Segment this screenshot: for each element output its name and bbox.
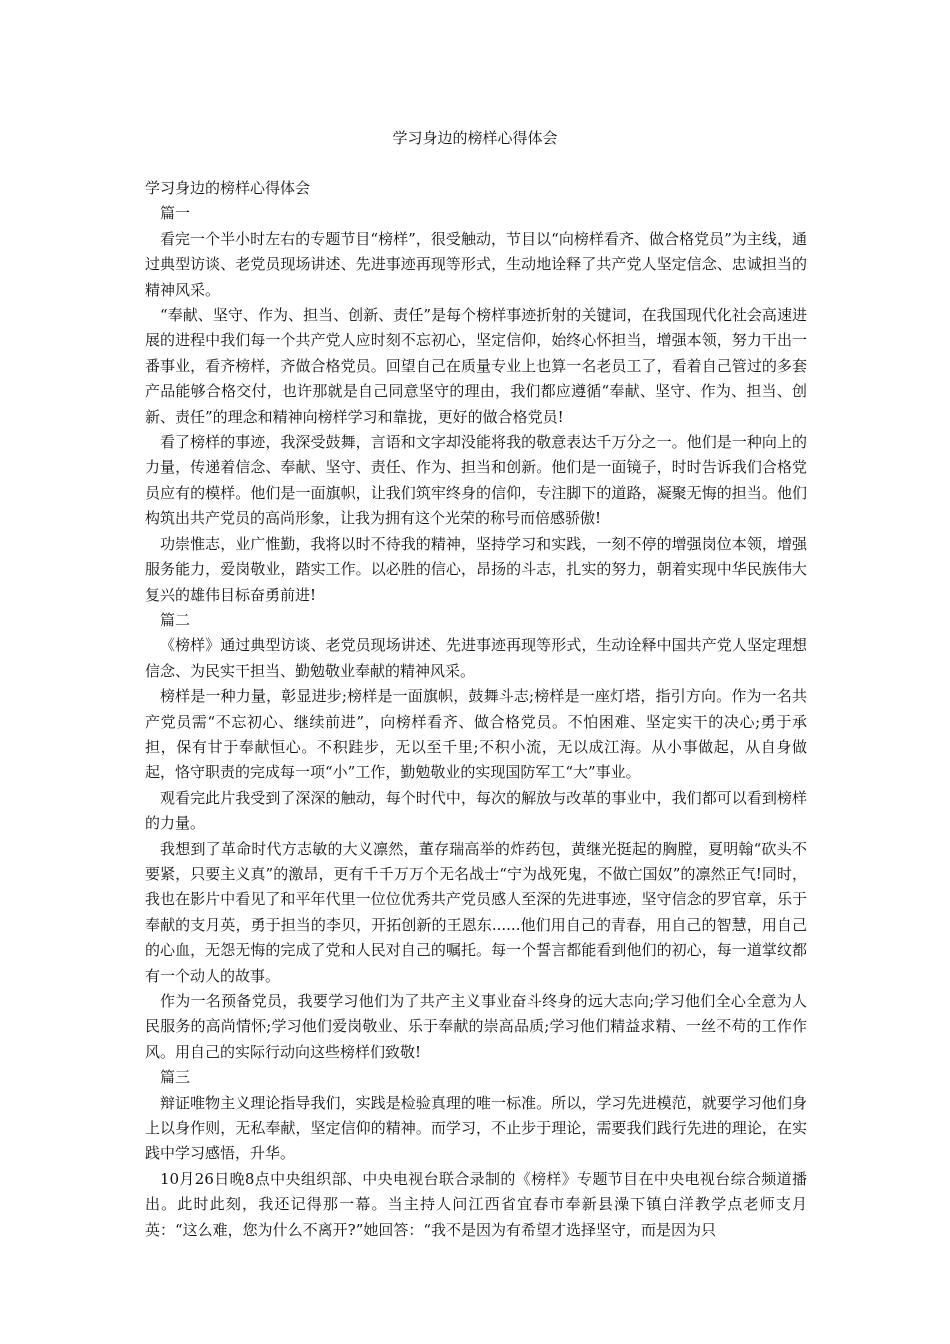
paragraph: 功崇惟志，业广惟勤，我将以时不待我的精神，坚持学习和实践，一刻不停的增强岗位本领，增强服务能力，爱岗敬业，踏实工作。以必胜的信心，昂扬的斗志，扎实的努力，朝着实现中华民族伟大复兴的雄伟目标奋勇前进! — [145, 534, 807, 604]
section-label-1: 篇一 — [160, 204, 191, 223]
paragraph: 看了榜样的事迹，我深受鼓舞，言语和文字却没能将我的敬意表达千万分之一。他们是一种向上的力量，传递着信念、奉献、坚守、责任、作为、担当和创新。他们是一面镜子，时时告诉我们合格党员应有的模样。他们是一面旗帜，让我们筑牢终身的信仰，专注脚下的道路，凝聚无悔的担当。他们构筑出共产党员的高尚形象，让我为拥有这个光荣的称号而倍感骄傲! — [145, 433, 807, 528]
section-label-3: 篇三 — [160, 1068, 191, 1087]
paragraph: “奉献、坚守、作为、担当、创新、责任”是每个榜样事迹折射的关键词，在我国现代化社会高速进展的进程中我们每一个共产党人应时刻不忘初心，坚定信仰，始终心怀担当，增强本领，努力干出一番事业，看齐榜样，齐做合格党员。回望自己在质量专业上也算一名老员工了，看着自己管过的多套产品能够合格交付，也许那就是自己同意坚守的理由，我们都应遵循“奉献、坚守、作为、担当、创新、责任”的理念和精神向榜样学习和靠拢，更好的做合格党员! — [145, 306, 807, 426]
document-body — [145, 176, 807, 1243]
paragraph: 观看完此片我受到了深深的触动，每个时代中，每次的解放与改革的事业中，我们都可以看到榜样的力量。 — [145, 788, 807, 833]
paragraph: 10月26日晚8点中央组织部、中央电视台联合录制的《榜样》专题节目在中央电视台综合频道播出。此时此刻，我还记得那一幕。当主持人问江西省宜春市奉新县澡下镇白洋教学点老师支月英：“这么难，您为什么不离开?”她回答：“我不是因为有希望才选择坚守，而是因为只 — [145, 1169, 807, 1239]
paragraph: 我想到了革命时代方志敏的大义凛然，董存瑞高举的炸药包，黄继光挺起的胸膛，夏明翰“砍头不要紧，只要主义真”的激昂，更有千千万万个无名战士“宁为战死鬼，不做亡国奴”的凛然正气!同时，我也在影片中看见了和平年代里一位位优秀共产党员感人至深的先进事迹，坚守信念的罗官章，乐于奉献的支月英，勇于担当的李贝，开拓创新的王恩东......他们用自己的青春，用自己的智慧，用自己的心血，无怨无悔的完成了党和人民对自己的嘱托。每一个誓言都能看到他们的初心，每一道掌纹都有一个动人的故事。 — [145, 839, 807, 985]
paragraph: 辩证唯物主义理论指导我们，实践是检验真理的唯一标准。所以，学习先进模范，就要学习他们身上以身作则，无私奉献，坚定信仰的精神。而学习，不止步于理论，需要我们践行先进的理论，在实践中学习感悟，升华。 — [145, 1093, 807, 1163]
document-title: 学习身边的榜样心得体会 — [392, 129, 558, 147]
paragraph: 《榜样》通过典型访谈、老党员现场讲述、先进事迹再现等形式，生动诠释中国共产党人坚定理想信念、为民实干担当、勤勉敬业奉献的精神风采。 — [145, 636, 807, 680]
paragraph: 榜样是一种力量，彰显进步;榜样是一面旗帜，鼓舞斗志;榜样是一座灯塔，指引方向。作为一名共产党员需“不忘初心、继续前进”，向榜样看齐、做合格党员。不怕困难、坚定实干的决心;勇于承担，保有甘于奉献恒心。不积跬步，无以至千里;不积小流，无以成江海。从小事做起，从自身做起，恪守职责的完成每一项“小”工作，勤勉敬业的实现国防军工“大”事业。 — [145, 687, 807, 782]
section-label-2: 篇二 — [160, 610, 191, 629]
paragraph: 作为一名预备党员，我要学习他们为了共产主义事业奋斗终身的远大志向;学习他们全心全意为人民服务的高尚情怀;学习他们爱岗敬业、乐于奉献的崇高品质;学习他们精益求精、一丝不苟的工作作风。用自己的实际行动向这些榜样们致敬! — [145, 992, 807, 1061]
paragraph: 看完一个半小时左右的专题节目“榜样”，很受触动，节目以“向榜样看齐、做合格党员”为主线，通过典型访谈、老党员现场讲述、先进事迹再现等形式，生动地诠释了共产党人坚定信念、忠诚担当的精神风采。 — [145, 229, 807, 299]
document-heading: 学习身边的榜样心得体会 — [145, 179, 311, 197]
